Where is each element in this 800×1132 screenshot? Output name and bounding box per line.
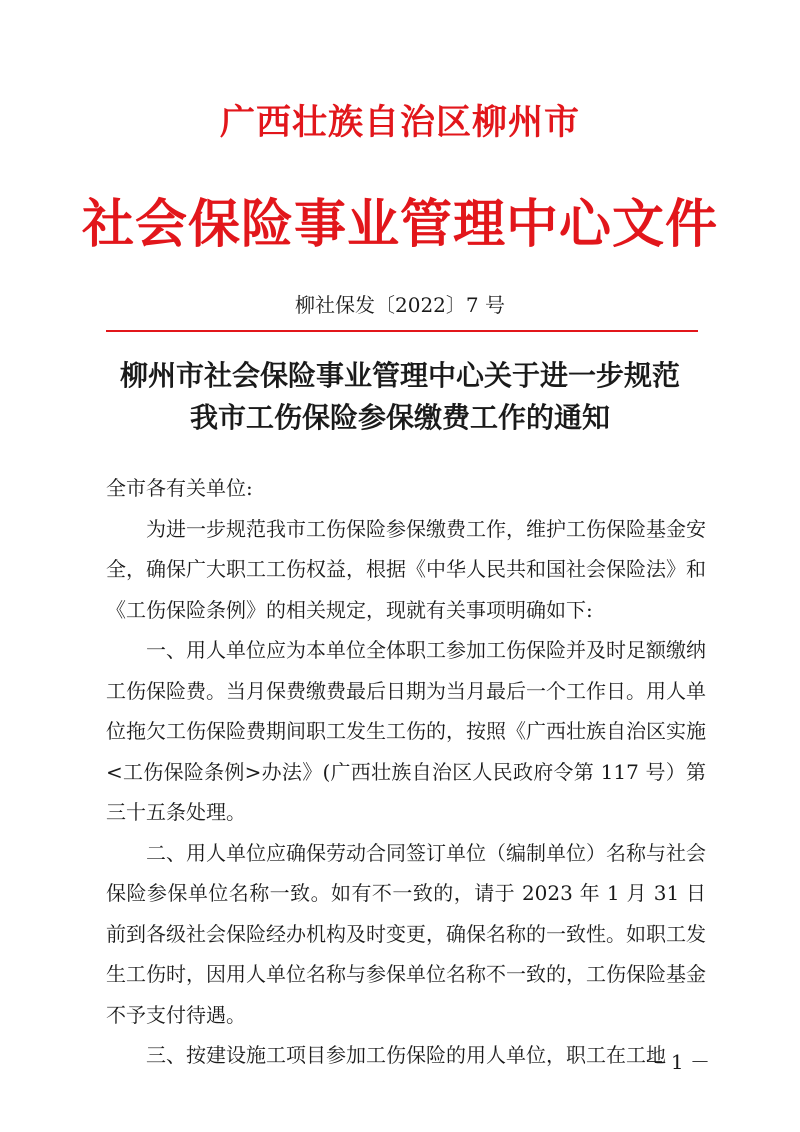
body-paragraph: 一、用人单位应为本单位全体职工参加工伤保险并及时足额缴纳工伤保险费。当月保费缴费最后日期为当月最后一个工作日。用人单位拖欠工伤保险费期间职工发生工伤的，按照《广西壮族自治区实施<工伤保险条例>办法》(广西壮族自治区人民政府令第 117 号）第三十五条处理。 [106, 638, 706, 824]
document-number: 柳社保发〔2022〕7 号 [295, 293, 505, 317]
body-paragraph: 二、用人单位应确保劳动合同签订单位（编制单位）名称与社会保险参保单位名称一致。如有不一致的，请于 2023 年 1 月 31 日前到各级社会保险经办机构及时变更，确保名称的一致性。如职工发生工伤时，因用人单位名称与参保单位名称不一致的，工伤保险基金不予支付待遇。 [106, 840, 706, 1027]
notice-title-line-2: 我市工伤保险参保缴费工作的通知 [189, 401, 610, 434]
body-text [106, 468, 706, 1076]
document-header-title: 社会保险事业管理中心文件 [81, 194, 718, 255]
issuing-authority-line: 广西壮族自治区柳州市 [219, 102, 580, 143]
page-number: － 1 － [644, 1050, 710, 1074]
body-paragraph: 三、按建设施工项目参加工伤保险的用人单位，职工在工地 [146, 1043, 666, 1067]
body-paragraph: 为进一步规范我市工伤保险参保缴费工作，维护工伤保险基金安全，确保广大职工工伤权益，根据《中华人民共和国社会保险法》和《工伤保险条例》的相关规定，现就有关事项明确如下: [106, 516, 706, 622]
notice-title [0, 355, 800, 439]
notice-title-line-1: 柳州市社会保险事业管理中心关于进一步规范 [119, 359, 680, 392]
red-separator-line [106, 330, 698, 332]
salutation: 全市各有关单位: [106, 476, 253, 500]
